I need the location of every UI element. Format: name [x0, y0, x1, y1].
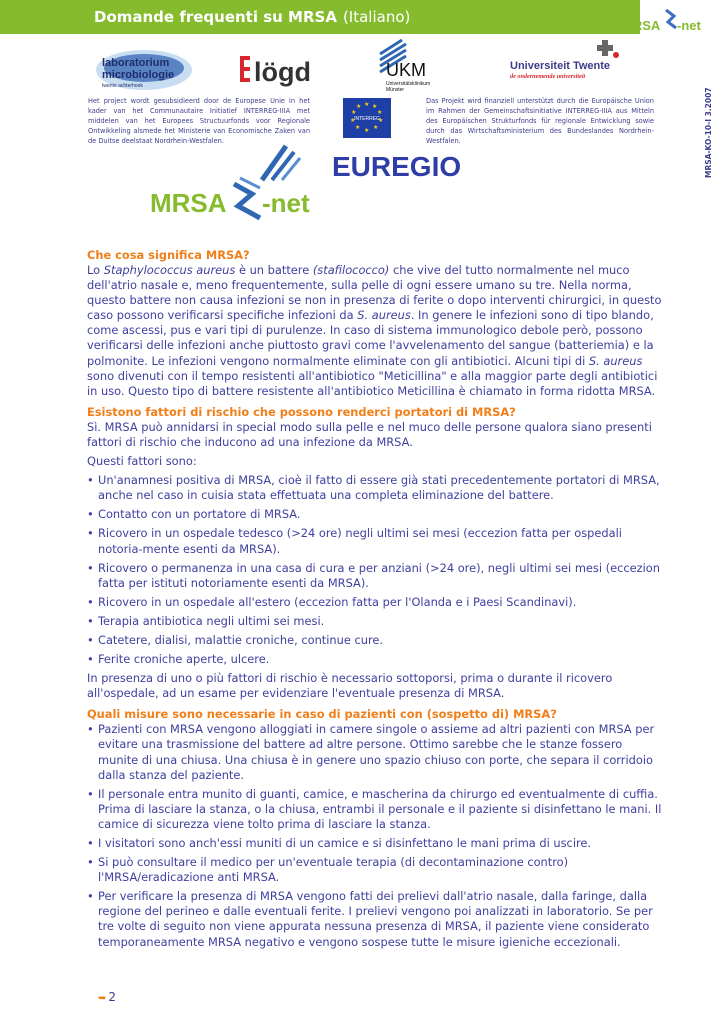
svg-text:★: ★: [378, 117, 384, 124]
ukm-text: UKM: [386, 60, 426, 80]
arrow-icon: ➥: [98, 993, 107, 1004]
list-item: • Si può consultare il medico per un'eventuale terapia (di decontaminazione contro) l'MRSA/eradicazione anti MRSA.: [87, 855, 662, 885]
list-item: • I visitatori sono anch'essi muniti di un camice e si disinfettano le mani prima di uscire.: [87, 836, 662, 851]
mrsa-net-logo: [150, 172, 340, 236]
logd-text: lögd: [254, 57, 311, 87]
section-paragraph-what-is-mrsa: Lo Staphylococcus aureus è un battere (stafilococco) che vive del tutto normalmente nel muco dell'atrio nasale e, meno frequentemente, sulla pelle di ogni essere umano su tre. Nella norma, questo battere non causa infezioni se non in presenza di ferite o dopo interventi chirurgici, in questo caso possono verificarsi specifiche infezioni da S. aureus. In genere le infezioni sono di tipo blando, come ascessi, pus e vari tipi di purulenze. In caso di sistema immunologico debole però, possono verificarsi delle infezioni anche piuttosto gravi come l'avvelenamento del sangue (batteriemia) e la polmonite. Le infezioni vengono normalmente eliminate con gli antibiotici. Alcuni tipi di S. aureus sono divenuti con il tempo resistenti all'antibiotico "Meticillina" e alla maggior parte degli antibiotici in uso. Questo tipo di battere resistente all'antibiotico Meticillina è chiamato in forma ridotta MRSA.: [87, 263, 662, 398]
svg-text:★: ★: [350, 117, 356, 124]
list-item: • Un'anamnesi positiva di MRSA, cioè il fatto di essere già stati precedentemente portatori di MRSA, anche nel caso in cuisia stata effettuata una completa eliminazione del battere.: [87, 473, 662, 503]
svg-text:★: ★: [351, 109, 357, 116]
funding-text-de: Das Projekt wird finanziell unterstützt durch die Europäische Union im Rahmen der Gemeinschaftsinitiative INTERREG-IIIA aus Mitteln des Europäischen Strukturfonds für regionale Entwicklung sowie durch das Wirtschaftsministerium des Bundeslandes Nordrhein-Westfalen.: [426, 97, 654, 145]
lab-line2: microbiologie: [102, 69, 175, 81]
list-item: • Terapia antibiotica negli ultimi sei mesi.: [87, 614, 662, 629]
list-item: • Ricovero o permanenza in una casa di cura e per anziani (>24 ore), negli ultimi sei mesi (eccezion fatta per istituti notoriamente esenti da MRSA).: [87, 561, 662, 591]
title-text: Domande frequenti su MRSA: [94, 8, 337, 26]
twente-text: Universiteit Twente: [510, 60, 611, 72]
laboratorium-microbiologie-logo: [94, 46, 224, 94]
risk-factors-conclusion: In presenza di uno o più fattori di rischio è necessario sottoporsi, prima o durante il ricovero all'ospedale, ad un esame per evidenziare l'eventuale presenza di MRSA.: [87, 671, 613, 701]
list-item: • Ferite croniche aperte, ulcere.: [87, 652, 662, 667]
list-item: • Ricovero in un ospedale tedesco (>24 ore) negli ultimi sei mesi (eccezion fatta per ospedali notoria-mente esenti da MRSA).: [87, 526, 662, 556]
lab-line1: laboratorium: [102, 57, 170, 69]
main-content: [87, 248, 662, 954]
ukm-logo: [376, 36, 456, 96]
logd-logo: [240, 52, 330, 88]
svg-text:★: ★: [364, 101, 370, 108]
eu-interreg-flag: [343, 98, 391, 138]
list-item: • Per verificare la presenza di MRSA vengono fatti dei prelievi dall'atrio nasale, dalla faringe, dalla regione del perineo e dalle eventuali ferite. I prelievi vengono poi analizzati in laboratorio. Se per tre volte di seguito non viene appurata nessuna presenza di MRSA, il paziente viene considerato temporaneamente MRSA negativo e vengono sospese tutte le misure igieniche eccezionali.: [87, 889, 662, 949]
list-item: • Il personale entra munito di guanti, camice, e mascherina da chirurgo ed eventualmente di cuffia. Prima di lasciare la stanza, o la chiusa, entrambi il personale e il paziente si disinfettano le mani. Il camice di sicurezza viene tolto prima di lasciare la stanza.: [87, 787, 662, 832]
svg-text:★: ★: [377, 109, 383, 116]
svg-text:★: ★: [355, 124, 361, 131]
section-heading-risk-factors: Esistono fattori di rischio che possono renderci portatori di MRSA?: [87, 404, 516, 419]
funding-text-nl: Het project wordt gesubsidieerd door de Europese Unie in het kader van het Communautaire Initiatief INTERREG-IIIA met middelen van het Europees Structuurfonds voor Regionale Ontwikkeling alsmede het Ministerie van Economische Zaken van de Duitse deelstaat Nordrhein-Westfalen.: [88, 97, 310, 145]
mrsa-logo-left: MRSA: [150, 188, 227, 218]
page-number-text: 2: [108, 990, 117, 1004]
list-item: • Ricovero in un ospedale all'estero (eccezion fatta per l'Olanda e i Paesi Scandinavi).: [87, 595, 662, 610]
risk-factors-list: [87, 473, 662, 667]
svg-text:★: ★: [372, 103, 378, 110]
universiteit-twente-logo: [508, 40, 628, 84]
corner-logo-swoosh: [666, 10, 676, 28]
ukm-sub1: Universitätsklinikum: [386, 81, 431, 87]
header-bar: [0, 0, 640, 34]
svg-text:★: ★: [373, 124, 379, 131]
section-heading-what-is-mrsa: Che cosa significa MRSA?: [87, 248, 250, 262]
mrsa-net-corner-logo: [622, 6, 722, 36]
corner-logo-net: -net: [677, 18, 701, 33]
corner-logo-mrsa: MRSA: [622, 18, 661, 33]
mrsa-logo-swoosh: [234, 184, 260, 218]
section-heading-measures: Quali misure sono necessarie in caso di pazienti con (sospetto di) MRSA?: [87, 707, 557, 722]
twente-sub: de ondernemende universiteit: [510, 73, 586, 80]
language-label: (Italiano): [342, 8, 411, 26]
risk-factors-lead: Questi fattori sono:: [87, 454, 197, 469]
svg-text:★: ★: [364, 127, 370, 134]
euregio-text: EUREGIO: [332, 151, 462, 182]
list-item: • Contatto con un portatore di MRSA.: [87, 507, 662, 522]
page-title: [94, 8, 410, 26]
list-item: • Catetere, dialisi, malattie croniche, continue cure.: [87, 633, 662, 648]
lab-line3: twente achterhoek: [102, 83, 143, 89]
document-code: MRSA-KO-10-I 3.2007: [704, 87, 713, 178]
ukm-sub2: Münster: [386, 87, 405, 93]
measures-list: [87, 722, 662, 949]
interreg-label: INTERREG: [354, 116, 380, 122]
svg-text:★: ★: [356, 103, 362, 110]
list-item: • Pazienti con MRSA vengono alloggiati in camere singole o assieme ad altri pazienti con MRSA per evitare una trasmissione del battere ad altre persone. Ottimo sarebbe che le stanze fossero munite di una chiusa. Una chiusa è in genere uno spazio chiuso con porte, che separa il corridoio dalla stanza del paziente.: [87, 722, 662, 782]
page-number: [98, 990, 116, 1004]
risk-factors-intro: Sì. MRSA può annidarsi in special modo sulla pelle e nel muco delle persone qualora siano presenti fattori di rischio che inducono ad una infezione da MRSA.: [87, 419, 652, 449]
mrsa-logo-right: -net: [262, 188, 310, 218]
